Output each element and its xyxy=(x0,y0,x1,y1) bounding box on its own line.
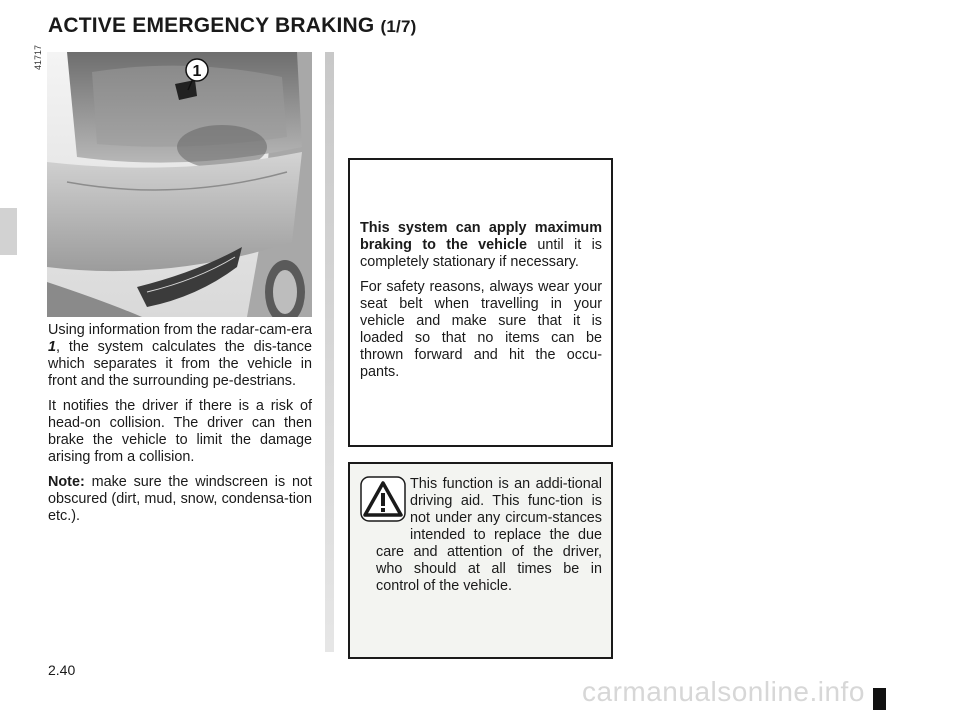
vehicle-photo xyxy=(47,52,312,317)
warning-box xyxy=(348,462,613,659)
watermark: carmanualsonline.info xyxy=(582,676,865,707)
warning-text: This function is an addi-tional driving aid. This func-tion is not under any circum-stances intended to replace the due care and attention of the driver, who should at all times be in control of the vehicle. xyxy=(376,476,602,594)
info-paragraph-1: This system can apply maximum braking to the vehicle until it is completely stationary if necessary. xyxy=(360,220,602,270)
note-paragraph: Note: make sure the windscreen is not obscured (dirt, mud, snow, condensa-tion etc.). xyxy=(48,474,312,524)
title-text: ACTIVE EMERGENCY BRAKING xyxy=(48,14,375,37)
image-code: 41717 xyxy=(33,44,43,70)
page-title xyxy=(48,14,416,38)
section-tab-marker xyxy=(0,208,17,255)
reference-number: 1 xyxy=(48,339,57,355)
left-column-text xyxy=(48,322,312,533)
collision-paragraph: It notifies the driver if there is a risk of head-on collision. The driver can then brake the vehicle to limit the damage arising from a collision. xyxy=(48,398,312,465)
page-edge-marker xyxy=(873,688,886,710)
info-box xyxy=(348,158,613,447)
note-label: Note: xyxy=(48,474,85,490)
callout-label: 1 xyxy=(192,63,202,80)
page-number: 2.40 xyxy=(48,662,76,678)
info-bold-text: This system can apply maximum braking to the vehicle xyxy=(360,220,602,253)
title-page-indicator: (1/7) xyxy=(380,17,417,36)
column-divider xyxy=(325,52,334,652)
info-paragraph-2: For safety reasons, always wear your seat belt when travelling in your vehicle and make sure that it is loaded so that no items can be thrown forward and hit the occu-pants. xyxy=(360,279,602,380)
intro-paragraph: Using information from the radar-cam-era 1, the system calculates the dis-tance which separates it from the vehicle in front and the surrounding pe-destrians. xyxy=(48,322,312,389)
